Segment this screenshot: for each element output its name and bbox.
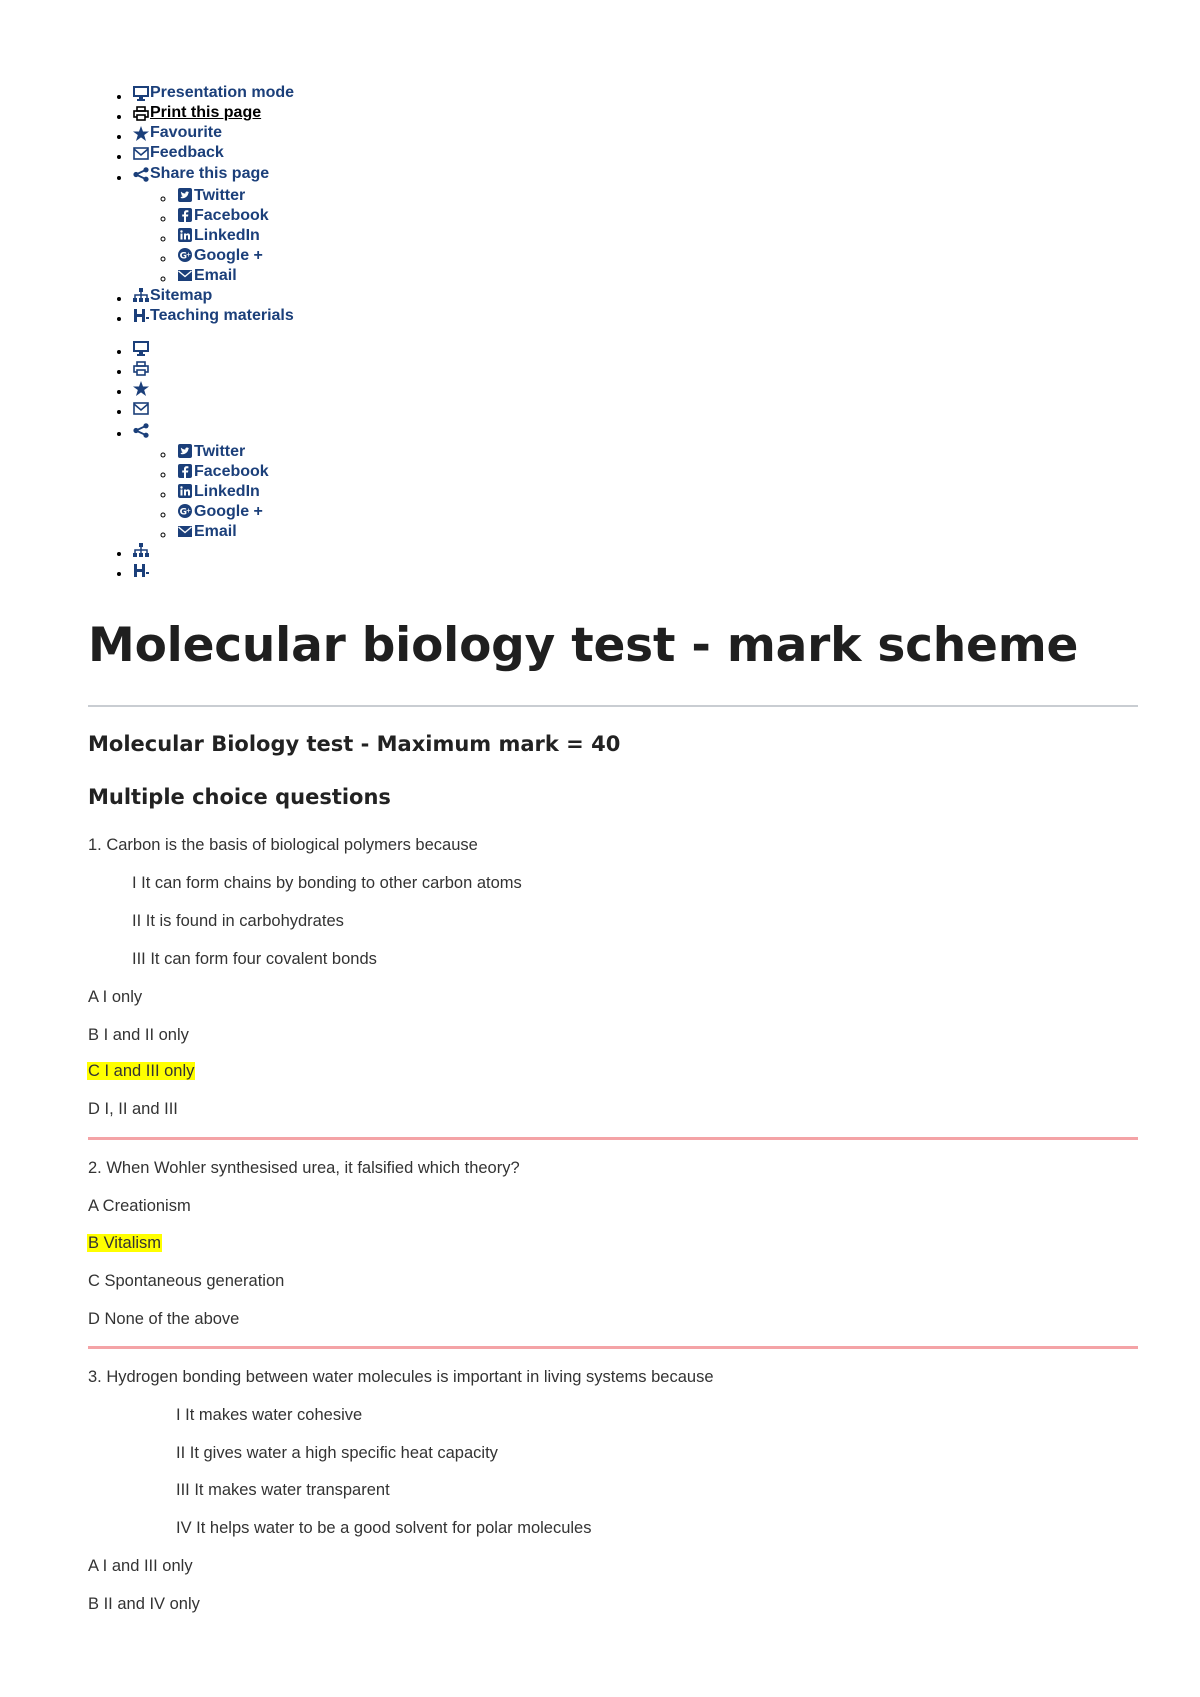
linkedin-link[interactable] [176,227,260,245]
share-item-facebook [176,207,514,227]
sitemap-link[interactable] [132,287,212,305]
question-3-statement: III It makes water transparent [176,1481,390,1499]
email-link[interactable] [176,267,237,285]
print-page-icon-link[interactable] [132,360,150,376]
share-icon [132,166,150,182]
page-title: Molecular biology test - mark scheme [88,618,1079,673]
favourite-link[interactable] [132,124,222,142]
icon-item-share [132,420,269,543]
facebook-link[interactable] [176,207,269,225]
answer-highlight: C I and III only [88,1062,195,1080]
email-icon [176,524,194,540]
question-1-stem: 1. Carbon is the basis of biological polymers because [88,836,478,854]
email-label: ◦ Email [194,522,237,540]
sitemap-icon [132,543,150,559]
twitter-label: ◦ • Twitter [194,442,246,460]
facebook-label: ◦ Facebook [194,462,269,480]
linkedin-icon [176,228,194,244]
linkedin-label: ◦ LinkedIn [194,226,260,244]
icon-item-feedback [132,400,269,420]
twitter-icon [176,188,194,204]
question-1-statement: II It is found in carbohydrates [132,912,344,930]
teaching-materials-icon [132,563,150,579]
page-toolbar [114,84,514,327]
email-link[interactable] [176,523,237,541]
icon-item-sitemap [132,543,269,563]
question-3-option-b: B II and IV only [88,1595,200,1613]
toolbar-item-teaching [132,307,514,327]
share-item-email [176,523,269,543]
share-item-email [176,267,514,287]
teaching-materials-icon-link[interactable] [132,563,150,579]
question-3-option-a: A I and III only [88,1557,193,1575]
question-3-stem: 3. Hydrogen bonding between water molecules is important in living systems because [88,1368,714,1386]
facebook-label: ◦ Facebook [194,206,269,224]
share-item-facebook [176,463,269,483]
sitemap-label: • Sitemap [150,286,213,304]
share-submenu-2 [132,443,269,543]
svg-text:G: ◦ G [179,507,187,518]
presentation-mode-icon-link[interactable] [132,340,150,356]
question-1-option-b: B I and II only [88,1026,189,1044]
email-icon [176,268,194,284]
share-page-link[interactable] [132,164,269,184]
share-icon [132,422,150,438]
twitter-label: ◦ Twitter [194,186,246,204]
share-item-google-plus [176,247,514,267]
printer-icon [132,105,150,121]
feedback-label: • Feedback [150,144,224,161]
svg-text:G: ◦ G [179,251,187,262]
google-plus-link[interactable] [176,247,263,265]
linkedin-link[interactable] [176,483,260,501]
star-icon [132,125,150,141]
linkedin-label: ◦ LinkedIn [194,482,260,500]
google-plus-icon [176,504,194,520]
question-1-statement: III It can form four covalent bonds [132,950,377,968]
sitemap-icon-link[interactable] [132,543,150,559]
icon-toolbar [114,340,269,583]
title-divider [88,705,1138,707]
monitor-icon [132,340,150,356]
question-2-stem: 2. When Wohler synthesised urea, it falsified which theory? [88,1159,520,1177]
share-item-linkedin [176,483,269,503]
google-plus-icon [176,248,194,264]
question-separator [88,1346,1138,1349]
twitter-link[interactable] [176,187,245,205]
linkedin-icon [176,484,194,500]
svg-text:+: + [186,251,192,259]
icon-item-teaching [132,563,269,583]
google-plus-link[interactable] [176,503,263,521]
share-item-twitter [176,443,269,463]
teaching-materials-label: • Teaching materials [150,306,294,324]
feedback-link[interactable] [132,144,224,162]
favourite-icon-link[interactable] [132,380,150,396]
twitter-link[interactable] [176,443,245,461]
share-submenu [132,187,514,287]
question-1-option-a: A I only [88,988,143,1006]
test-subtitle: Molecular Biology test - Maximum mark = 40 [88,732,621,756]
question-1-option-c-correct [87,1061,195,1081]
question-1-option-d: D I, II and III [88,1100,178,1118]
toolbar-item-presentation [132,84,514,104]
icon-item-print [132,360,269,380]
answer-highlight: B Vitalism [88,1234,162,1252]
svg-text:+: + [186,507,192,515]
envelope-icon [132,145,150,161]
monitor-icon [132,85,150,101]
section-heading: Multiple choice questions [88,785,391,809]
question-2-option-c: C Spontaneous generation [88,1272,285,1290]
facebook-link[interactable] [176,463,269,481]
google-plus-label: Google + [194,502,263,520]
print-page-label: • Print this page [150,104,262,121]
facebook-icon [176,464,194,480]
share-item-twitter [176,187,514,207]
facebook-icon [176,208,194,224]
teaching-materials-icon [132,308,150,324]
question-separator [88,1137,1138,1140]
icon-item-presentation [132,340,269,360]
presentation-mode-link[interactable] [132,84,294,102]
toolbar-item-feedback [132,144,514,164]
printer-icon [132,360,150,376]
google-plus-label: Google + [194,246,263,264]
sitemap-icon [132,288,150,304]
toolbar-item-share [132,164,514,287]
envelope-icon [132,400,150,416]
share-item-linkedin [176,227,514,247]
question-3-statement: IV It helps water to be a good solvent for polar molecules [176,1519,592,1537]
teaching-materials-link[interactable] [132,307,294,325]
email-label: ◦ Email [194,266,237,284]
toolbar-item-print [132,104,514,124]
print-page-link[interactable] [132,104,261,122]
icon-item-favourite [132,380,269,400]
question-2-option-d: D None of the above [88,1310,240,1328]
question-3-statement: II It gives water a high specific heat capacity [176,1444,498,1462]
feedback-icon-link[interactable] [132,400,150,416]
question-2-option-b-correct [87,1233,162,1253]
star-icon [132,380,150,396]
toolbar-item-favourite [132,124,514,144]
share-page-icon-link[interactable] [132,420,150,440]
question-2-option-a: A Creationism [88,1197,191,1215]
question-1-statement: I It can form chains by bonding to other carbon atoms [132,874,522,892]
favourite-label: • Favourite [150,124,223,141]
share-page-label: • Share this page [150,165,270,182]
presentation-mode-label: • Presentation mode [150,84,295,101]
share-item-google-plus [176,503,269,523]
question-3-statement: I It makes water cohesive [176,1406,363,1424]
twitter-icon [176,444,194,460]
toolbar-item-sitemap [132,287,514,307]
